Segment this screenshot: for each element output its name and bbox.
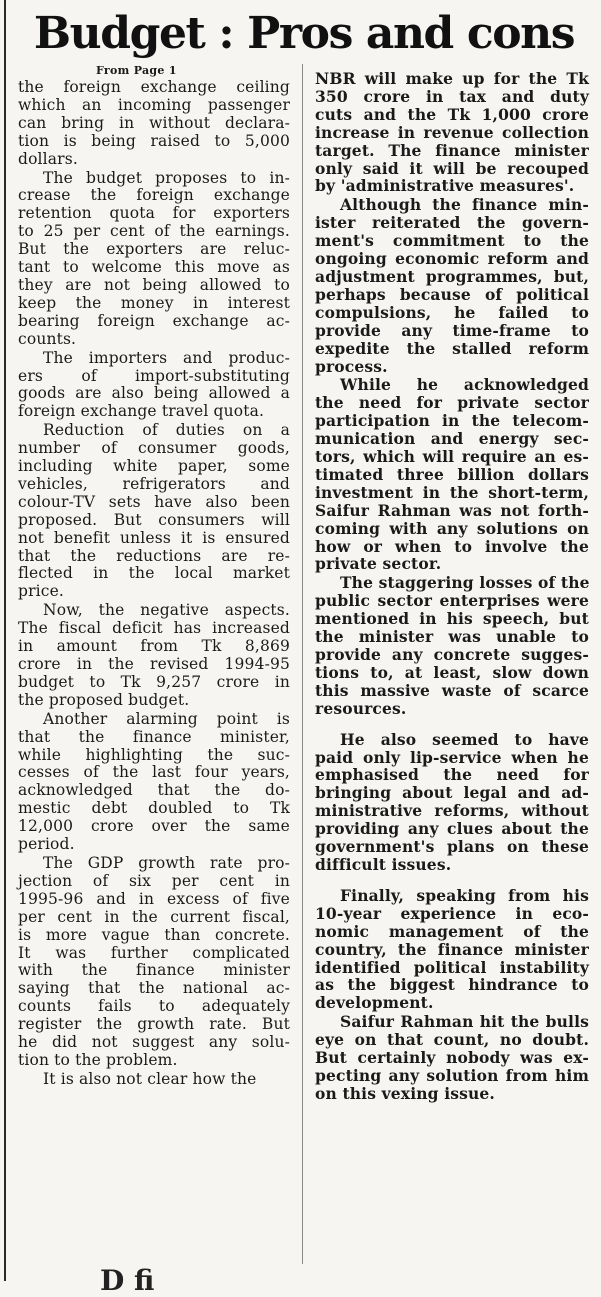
text-line: NBR will make up for the Tk [315,69,589,88]
jump-label: From Page 1 [96,64,177,77]
text-line: flected in the local market [18,564,290,583]
text-line: colour-TV sets have also been [18,492,290,511]
text-line: tant to welcome this move as [18,258,290,277]
text-line: keep the money in interest [18,293,290,312]
text-line: acknowledged that the do- [18,781,290,800]
text-line: budget to Tk 9,257 crore in [18,672,290,691]
text-line: which an incoming passenger [18,95,290,114]
article-paragraph [18,1071,290,1089]
text-line: while highlighting the suc- [18,745,290,764]
text-line: Saifur Rahman hit the bulls [340,1012,589,1032]
text-line: is more vague than concrete. [18,925,290,944]
text-line: tion is being raised to 5,000 [18,131,290,150]
text-line: counts. [18,329,77,348]
text-line: can bring in without declara- [18,113,290,132]
text-line: Reduction of duties on a [43,421,290,440]
text-line: with the finance minister [18,961,290,980]
text-line: this massive waste of scarce [315,680,589,700]
text-line: that the reductions are re- [18,546,290,565]
text-line: tion to the problem. [18,1050,178,1069]
article-paragraph [18,422,290,601]
text-line: development. [315,993,434,1013]
text-line: paid only lip-service when he [315,747,589,767]
text-line: resources. [315,698,407,718]
text-line: how or when to involve the [315,536,589,556]
text-line: identified political instability [315,957,589,977]
article-paragraph [315,196,589,375]
text-line: The GDP growth rate pro- [43,853,290,872]
text-line: ministrative reforms, without [315,801,589,821]
text-line: crore in the revised 1994-95 [18,655,290,673]
text-line: in amount from Tk 8,869 [18,637,290,656]
text-line: public sector enterprises were [315,591,589,611]
text-line: register the growth rate. But [18,1015,290,1034]
article-paragraph [315,731,589,874]
text-line: jection of six per cent in [18,871,290,890]
text-line: expedite the stalled reform [315,338,589,358]
text-line: process. [315,356,388,376]
text-line: ers of import-substituting [18,366,290,385]
article-paragraph [315,574,589,717]
article-paragraph [18,711,290,854]
article-paragraph [18,855,290,1070]
text-line: coming with any solutions on [315,518,589,538]
text-line: the proposed budget. [18,690,190,709]
text-line: adjustment programmes, but, [315,266,589,286]
text-line: investment in the short-term, [315,482,589,502]
text-line: nomic management of the [315,921,589,941]
text-line: price. [18,582,64,601]
headline: Budget : Pros and cons [33,8,575,59]
text-line: to 25 per cent of the earnings. [18,222,290,241]
article-paragraph [315,1013,589,1103]
left-edge-rule [4,0,6,1281]
text-line: target. The finance minister [315,140,589,160]
text-line: perhaps because of political [315,284,589,304]
text-line: The importers and produc- [43,348,290,367]
text-line: number of consumer goods, [18,439,290,458]
text-line: Now, the negative aspects. [43,601,290,620]
column-rule [302,64,303,1264]
text-line: 12,000 crore over the same [18,817,290,836]
text-line: Although the finance min- [340,195,589,215]
text-line: the need for private sector [315,393,589,413]
text-line: government's plans on these [315,837,589,857]
article-paragraph [315,887,589,1012]
text-line: mestic debt doubled to Tk [18,799,290,818]
text-line: cesses of the last four years, [18,763,290,782]
article-paragraph [315,376,589,573]
text-line: that the finance minister, [18,727,290,746]
text-line: only said it will be recouped [315,158,589,178]
text-line: he did not suggest any solu- [18,1033,290,1052]
text-line: Saifur Rahman was not forth- [315,500,589,520]
text-line: retention quota for exporters [18,204,290,223]
text-line: goods are also being allowed a [18,384,290,403]
text-line: private sector. [315,554,442,574]
text-line: the foreign exchange ceiling [18,78,290,96]
article-paragraph [18,350,290,422]
text-line: by 'administrative measures'. [315,176,575,196]
text-line: But certainly nobody was ex- [315,1048,589,1068]
text-line: the minister was unable to [315,627,589,647]
text-line: munication and energy sec- [315,429,589,449]
text-line: The staggering losses of the [340,573,590,593]
text-line: 10-year experience in eco- [315,903,589,923]
text-line: It is also not clear how the [43,1069,257,1088]
text-line: 1995-96 and in excess of five [18,889,290,908]
paragraph-gap [315,719,589,731]
text-line: on this vexing issue. [315,1083,495,1103]
text-line: proposed. But consumers will [18,510,290,529]
next-headline-fragment: D fi [100,1264,155,1297]
right-column [315,70,589,1104]
text-line: ment's commitment to the [315,231,589,251]
text-line: mentioned in his speech, but [315,609,589,629]
text-line: participation in the telecom- [315,411,589,431]
text-line: But the exporters are reluc- [18,240,290,259]
left-column [18,79,290,1090]
text-line: cuts and the Tk 1,000 crore [315,104,589,124]
text-line: emphasised the need for [315,765,589,785]
text-line: tors, which will require an es- [315,447,589,467]
article-paragraph [18,170,290,349]
text-line: Finally, speaking from his [340,885,589,905]
text-line: dollars. [18,149,78,168]
text-line: ister reiterated the govern- [315,213,589,233]
text-line: provide any concrete sugges- [315,645,589,664]
text-line: While he acknowledged [340,375,589,395]
text-line: period. [18,835,75,854]
article-paragraph [18,602,290,709]
text-line: providing any clues about the [315,819,589,839]
text-line: difficult issues. [315,854,452,874]
text-line: timated three billion dollars [315,464,589,484]
text-line: Another alarming point is [43,709,290,728]
article-paragraph [18,79,290,169]
text-line: ongoing economic reform and [315,249,589,269]
text-line: bearing foreign exchange ac- [18,311,290,330]
text-line: 350 crore in tax and duty [315,86,589,106]
text-line: provide any time-frame to [315,320,589,340]
text-line: vehicles, refrigerators and [18,474,290,493]
text-line: counts fails to adequately [18,997,290,1016]
text-line: not benefit unless it is ensured [18,528,290,547]
text-line: The fiscal deficit has increased [18,619,290,638]
text-line: as the biggest hindrance to [315,975,589,995]
text-line: saying that the national ac- [18,979,290,998]
text-line: tions to, at least, slow down [315,662,589,682]
text-line: The budget proposes to in- [43,168,290,187]
text-line: increase in revenue collection [315,122,589,142]
text-line: eye on that count, no doubt. [315,1030,589,1050]
text-line: bringing about legal and ad- [315,783,589,803]
text-line: country, the finance minister [315,939,589,959]
text-line: crease the foreign exchange [18,186,290,205]
text-line: including white paper, some [18,457,290,476]
text-line: It was further complicated [18,943,290,962]
text-line: per cent in the current fiscal, [18,907,290,926]
text-line: He also seemed to have [340,729,589,749]
article-paragraph [315,70,589,195]
text-line: pecting any solution from him [315,1065,589,1085]
text-line: foreign exchange travel quota. [18,402,265,421]
text-line: compulsions, he failed to [315,302,589,322]
text-line: they are not being allowed to [18,275,290,294]
